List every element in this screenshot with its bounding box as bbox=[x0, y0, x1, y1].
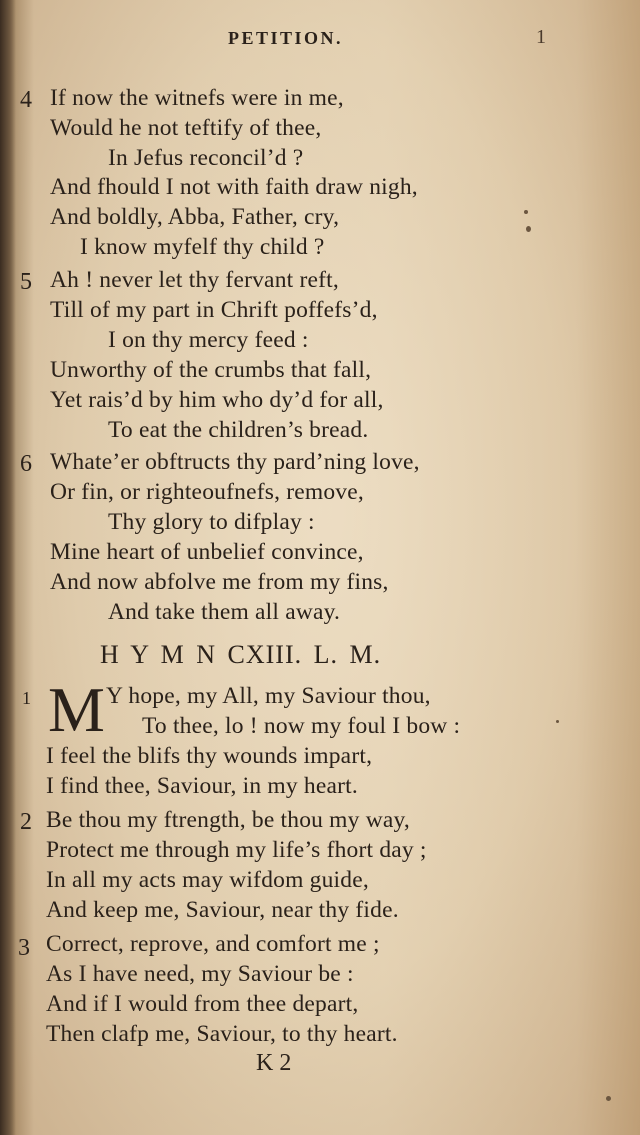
verse-line: Correct, reprove, and comfort me ; bbox=[46, 931, 380, 957]
stanza-number: 4 bbox=[20, 87, 32, 113]
verse-line: Then clafp me, Saviour, to thy heart. bbox=[46, 1021, 398, 1047]
verse-line: And boldly, Abba, Father, cry, bbox=[50, 204, 340, 230]
paper-speck bbox=[606, 1096, 611, 1101]
verse-line: Y hope, my All, my Saviour thou, bbox=[106, 683, 431, 709]
paper-speck bbox=[556, 720, 559, 723]
paper-speck bbox=[526, 226, 531, 232]
running-title: PETITION. bbox=[228, 28, 344, 48]
verse-line: Unworthy of the crumbs that fall, bbox=[50, 357, 372, 383]
verse-line: To thee, lo ! now my foul I bow : bbox=[142, 713, 461, 739]
verse-line: As I have need, my Saviour be : bbox=[46, 961, 354, 987]
verse-line: And take them all away. bbox=[108, 599, 341, 625]
verse-line: And keep me, Saviour, near thy fide. bbox=[46, 897, 399, 923]
verse-line: And now abfolve me from my fins, bbox=[50, 569, 389, 595]
verse-line: In all my acts may wifdom guide, bbox=[46, 867, 369, 893]
book-spine-shadow bbox=[0, 0, 16, 1135]
hymn-title: H Y M N CXIII. L. M. bbox=[100, 640, 382, 669]
stanza-number: 6 bbox=[20, 451, 32, 477]
signature-mark: K 2 bbox=[256, 1050, 292, 1076]
verse-line: Mine heart of unbelief convince, bbox=[50, 539, 364, 565]
verse-line: Thy glory to difplay : bbox=[108, 509, 315, 535]
verse-line: If now the witnefs were in me, bbox=[50, 85, 344, 111]
verse-line: Protect me through my life’s fhort day ; bbox=[46, 837, 427, 863]
verse-line: I know myfelf thy child ? bbox=[80, 234, 325, 260]
verse-line: Or fin, or righteoufnefs, remove, bbox=[50, 479, 364, 505]
verse-line: And if I would from thee depart, bbox=[46, 991, 359, 1017]
stanza-number: 3 bbox=[18, 935, 30, 961]
paper-speck bbox=[524, 210, 528, 214]
verse-line: I feel the blifs thy wounds impart, bbox=[46, 743, 373, 769]
verse-line: I on thy mercy feed : bbox=[108, 327, 309, 353]
verse-line: Yet rais’d by him who dy’d for all, bbox=[50, 387, 384, 413]
verse-line: In Jefus reconcil’d ? bbox=[108, 145, 304, 171]
verse-line: I find thee, Saviour, in my heart. bbox=[46, 773, 358, 799]
verse-line: Till of my part in Chrift poffefs’d, bbox=[50, 297, 378, 323]
verse-line: Whate’er obftructs thy pard’ning love, bbox=[50, 449, 420, 475]
stanza-number: 2 bbox=[20, 809, 32, 835]
stanza-number: 5 bbox=[20, 269, 32, 295]
drop-cap: M bbox=[48, 674, 105, 745]
verse-line: Be thou my ftrength, be thou my way, bbox=[46, 807, 410, 833]
verse-line: And fhould I not with faith draw nigh, bbox=[50, 174, 418, 200]
verse-line: Would he not teftify of thee, bbox=[50, 115, 322, 141]
stanza-number: 1 bbox=[22, 688, 31, 708]
verse-line: To eat the children’s bread. bbox=[108, 417, 369, 443]
verse-line: Ah ! never let thy fervant reft, bbox=[50, 267, 339, 293]
page-number: 1 bbox=[536, 26, 546, 48]
